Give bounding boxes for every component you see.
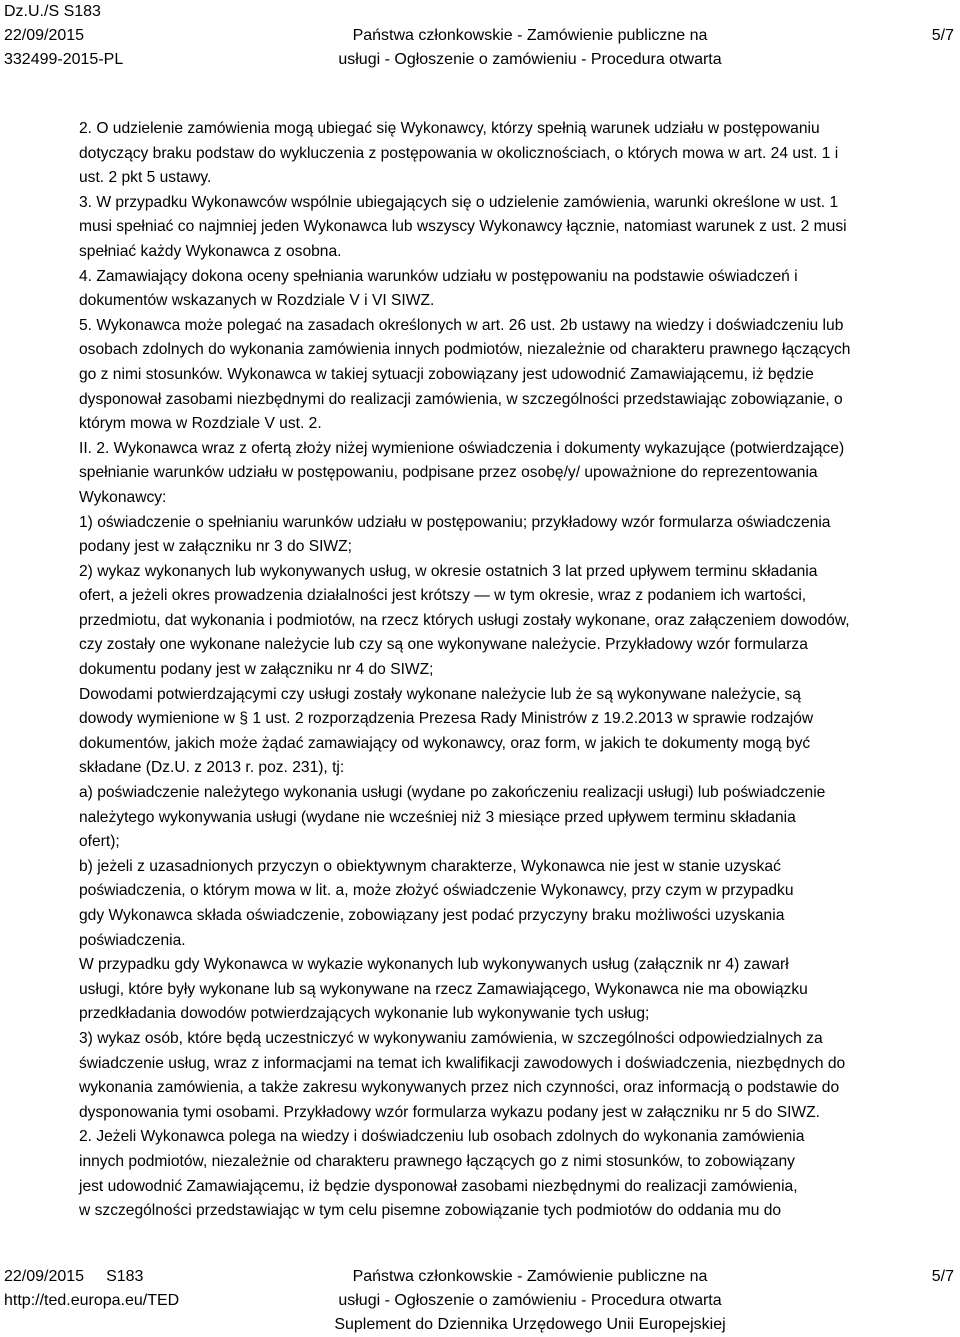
body-line: ust. 2 pkt 5 ustawy. (79, 169, 212, 187)
body-line: ofert); (79, 833, 120, 851)
body-line: osobach zdolnych do wykonania zamówienia innych podmiotów, niezależnie od charakteru prawnego łączących (79, 341, 851, 359)
header-page-number: 5/7 (931, 27, 954, 44)
body-line: spełniać każdy Wykonawca z osobna. (79, 242, 342, 260)
footer-title (290, 1265, 770, 1337)
body-line: należytego wykonywania usługi (wydane nie wcześniej niż 3 miesiące przed upływem terminu składania (79, 808, 796, 826)
body-line: przedmiotu, dat wykonania i podmiotów, na rzecz których usługi zostały wykonane, oraz załączeniem dowodów, (79, 611, 850, 629)
body-line: a) poświadczenie należytego wykonania usługi (wydane po zakończeniu realizacji usługi) lub poświadczenie (79, 784, 826, 802)
body-line: 3. W przypadku Wykonawców wspólnie ubiegających się o udzielenie zamówienia, warunki określone w ust. 1 (79, 193, 839, 211)
body-line: w szczególności przedstawiając w tym celu pisemne zobowiązanie tych podmiotów do oddania mu do (79, 1202, 782, 1220)
body-line: wykonania zamówienia, a także zakresu wykonywanych przez nich czynności, oraz informacją o podstawie do (79, 1079, 840, 1097)
body-line: świadczenie usług, wraz z informacjami na temat ich kwalifikacji zawodowych i doświadczenia, niezbędnych do (79, 1054, 846, 1072)
footer-page-number: 5/7 (931, 1268, 954, 1285)
body-line: którym mowa w Rozdziale V ust. 2. (79, 415, 322, 433)
body-line: go z nimi stosunków. Wykonawca w takiej sytuacji zobowiązany jest udowodnić Zamawiającemu, iż będzie (79, 365, 814, 383)
body-line: dysponowania tymi osobami. Przykładowy wzór formularza wykazu podany jest w załączniku nr 5 do SIWZ. (79, 1103, 821, 1121)
footer-issue: S183 (106, 1268, 144, 1285)
body-line: 2. Jeżeli Wykonawca polega na wiedzy i doświadczeniu lub osobach zdolnych do wykonania zamówienia (79, 1128, 805, 1146)
footer-meta (4, 1265, 179, 1313)
body-line: W przypadku gdy Wykonawca w wykazie wykonanych lub wykonywanych usług (załącznik nr 4) zawarł (79, 956, 789, 974)
body-line: ofert, a jeżeli okres prowadzenia działalności jest krótszy — w tym okresie, wraz z podaniem ich wartości, (79, 587, 807, 605)
footer-title-line-1: Państwa członkowskie - Zamówienie publiczne na (352, 1268, 708, 1285)
header-title-line-1: Państwa członkowskie - Zamówienie publiczne na (352, 27, 708, 44)
body-line: 1) oświadczenie o spełnianiu warunków udziału w postępowaniu; przykładowy wzór formularza oświadczenia (79, 513, 831, 531)
body-line: 2) wykaz wykonanych lub wykonywanych usług, w okresie ostatnich 3 lat przed upływem terminu składania (79, 562, 818, 580)
header-notice-id: 332499-2015-PL (4, 51, 124, 68)
body-line: musi spełniać co najmniej jeden Wykonawca lub wszyscy Wykonawcy łącznie, natomiast warunek z ust. 2 musi (79, 218, 847, 236)
body-line: gdy Wykonawca składa oświadczenie, zobowiązany jest podać przyczyny braku możliwości uzyskania (79, 907, 785, 924)
body-line: czy zostały one wykonane należycie lub czy są one wykonywane należycie. Przykładowy wzór formularza (79, 636, 808, 654)
header-meta (4, 0, 123, 72)
footer-title-line-3: Suplement do Dziennika Urzędowego Unii Europejskiej (334, 1316, 726, 1333)
body-line: przedkładania dowodów potwierdzających wykonanie lub wykonywanie tych usług; (79, 1005, 650, 1023)
body-line: b) jeżeli z uzasadnionych przyczyn o obiektywnym charakterze, Wykonawca nie jest w stanie uzyskać (79, 857, 781, 875)
body-line: 5. Wykonawca może polegać na zasadach określonych w art. 26 ust. 2b ustawy na wiedzy i doświadczeniu lub (79, 316, 844, 334)
body-line: podany jest w załączniku nr 3 do SIWZ; (79, 538, 353, 556)
body-line: poświadczenia, o którym mowa w lit. a, może złożyć oświadczenie Wykonawcy, przy czym w przypadku (79, 882, 794, 900)
footer-date-line (4, 1265, 179, 1289)
body-line: Wykonawcy: (79, 488, 167, 506)
header-date: 22/09/2015 (4, 27, 85, 44)
header-journal: Dz.U./S S183 (4, 3, 101, 20)
body-line: dotyczący braku podstaw do wykluczenia z postępowania w okolicznościach, o których mowa w art. 24 ust. 1 i (79, 144, 839, 162)
header-title (290, 24, 770, 72)
body-line: dysponował zasobami niezbędnymi do realizacji zamówienia, w szczególności przedstawiając zobowiązanie, o (79, 390, 843, 408)
body-line: spełnianie warunków udziału w postępowaniu, podpisane przez osobę/y/ upoważnione do reprezentowania (79, 464, 818, 482)
body-line: 3) wykaz osób, które będą uczestniczyć w wykonywaniu zamówienia, w szczególności odpowiedzialnych za (79, 1029, 823, 1047)
body-line: dowody wymienione w § 1 ust. 2 rozporządzenia Prezesa Rady Ministrów z 19.2.2013 w sprawie rodzajów (79, 710, 814, 728)
body-line: usługi, które były wykonane lub są wykonywane na rzecz Zamawiającego, Wykonawca nie ma obowiązku (79, 980, 808, 998)
body-line: innych podmiotów, niezależnie od charakteru prawnego łączących go z nimi stosunków, to zobowiązany (79, 1152, 795, 1170)
document-body (79, 117, 955, 1224)
body-line: Dowodami potwierdzającymi czy usługi zostały wykonane należycie lub że są wykonywane należycie, są (79, 685, 801, 703)
body-line: dokumentów, jakich może żądać zamawiający od wykonawcy, oraz form, w jakich te dokumenty mogą być (79, 734, 811, 752)
header-title-line-2: usługi - Ogłoszenie o zamówieniu - Procedura otwarta (338, 51, 722, 68)
footer-url[interactable]: http://ted.europa.eu/TED (4, 1292, 180, 1309)
body-line: dokumentów wskazanych w Rozdziale V i VI SIWZ. (79, 292, 435, 310)
body-line: jest udowodnić Zamawiającemu, iż będzie dysponował zasobami niezbędnymi do realizacji zamówienia, (79, 1177, 798, 1195)
footer-title-line-2: usługi - Ogłoszenie o zamówieniu - Procedura otwarta (338, 1292, 722, 1309)
body-line: 4. Zamawiający dokona oceny spełniania warunków udziału w postępowaniu na podstawie oświadczeń i (79, 267, 798, 285)
body-line: poświadczenia. (79, 931, 186, 949)
footer-date: 22/09/2015 (4, 1268, 85, 1285)
body-line: 2. O udzielenie zamówienia mogą ubiegać się Wykonawcy, którzy spełnią warunek udziału w postępowaniu (79, 120, 820, 137)
body-line: składane (Dz.U. z 2013 r. poz. 231), tj: (79, 759, 345, 777)
body-line: dokumentu podany jest w załączniku nr 4 do SIWZ; (79, 661, 434, 679)
body-line: II. 2. Wykonawca wraz z ofertą złoży niżej wymienione oświadczenia i dokumenty wykazujące (potwierdzające) (79, 439, 845, 457)
